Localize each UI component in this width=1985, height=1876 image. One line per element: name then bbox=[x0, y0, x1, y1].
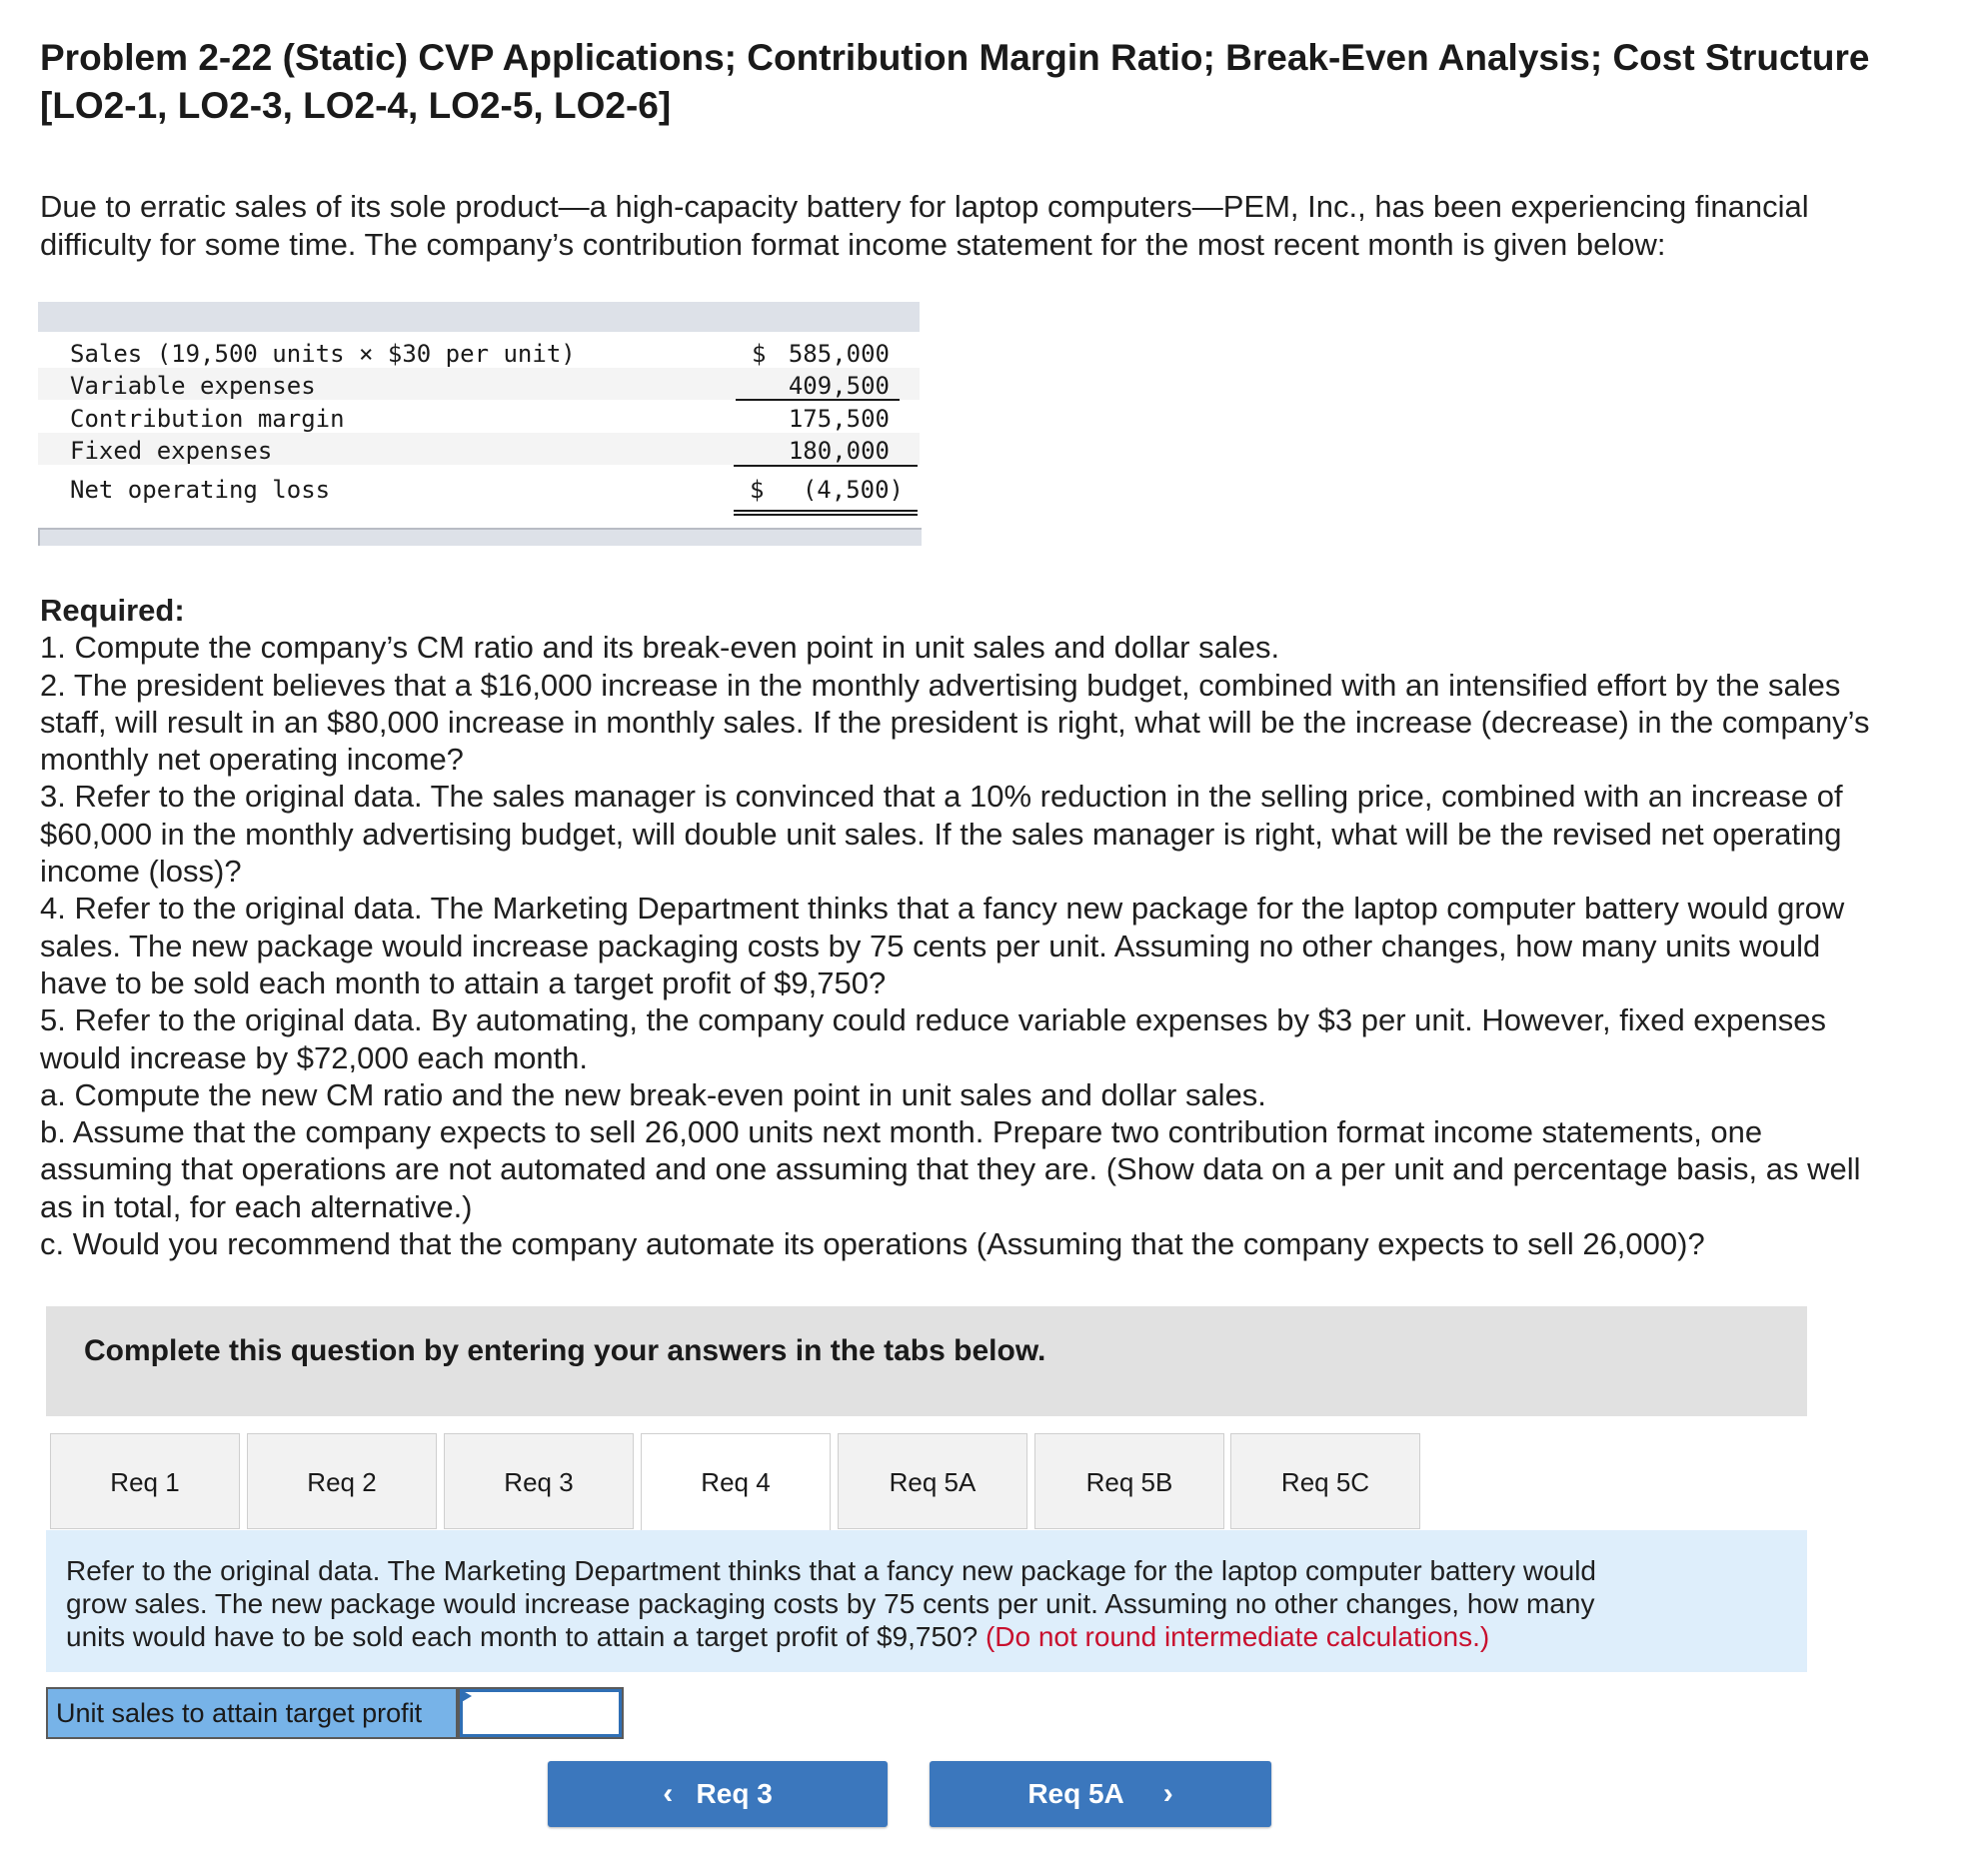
intro-text bbox=[40, 188, 1969, 264]
required-line: 4. Refer to the original data. The Marketing Department thinks that a fancy new package for the laptop computer battery would grow bbox=[40, 891, 1845, 927]
statement-value: 585,000 bbox=[788, 340, 890, 368]
unit-sales-input[interactable] bbox=[460, 1689, 622, 1737]
required-line: as in total, for each alternative.) bbox=[40, 1188, 473, 1224]
statement-row-fixed bbox=[38, 433, 920, 465]
answer-row bbox=[46, 1687, 624, 1739]
question-panel bbox=[46, 1530, 1807, 1672]
panel-line1: Refer to the original data. The Marketing Department thinks that a fancy new package for the laptop computer battery would bbox=[66, 1555, 1597, 1586]
statement-currency: $ bbox=[752, 340, 767, 368]
required-line: would increase by $72,000 each month. bbox=[40, 1039, 589, 1075]
statement-label: Variable expenses bbox=[70, 372, 316, 400]
statement-value: (4,500) bbox=[802, 476, 904, 504]
statement-double-rule-bottom bbox=[734, 514, 918, 516]
rounding-note: (Do not round intermediate calculations.) bbox=[985, 1621, 1490, 1652]
tab-req-1[interactable]: Req 1 bbox=[50, 1433, 240, 1529]
required-line: 3. Refer to the original data. The sales manager is convinced that a 10% reduction in the selling price, combined with an increase of bbox=[40, 779, 1843, 815]
statement-band-top bbox=[38, 302, 920, 332]
statement-row-cm bbox=[38, 401, 920, 433]
intro-line2: difficulty for some time. The company’s contribution format income statement for the most recent month is given below: bbox=[40, 227, 1666, 262]
answer-cell bbox=[458, 1687, 624, 1739]
tab-req-4[interactable]: Req 4 bbox=[641, 1433, 831, 1533]
tab-req-3[interactable]: Req 3 bbox=[444, 1433, 634, 1529]
statement-value: 409,500 bbox=[788, 372, 890, 400]
instructions-text: Complete this question by entering your answers in the tabs below. bbox=[84, 1334, 1046, 1367]
statement-label: Sales (19,500 units × $30 per unit) bbox=[70, 340, 576, 368]
required-line: monthly net operating income? bbox=[40, 742, 464, 778]
tab-req-5c[interactable]: Req 5C bbox=[1230, 1433, 1420, 1529]
statement-band-bottom bbox=[38, 528, 922, 546]
chevron-right-icon: › bbox=[1162, 1777, 1173, 1810]
problem-title bbox=[40, 34, 1979, 130]
statement-row-sales bbox=[38, 336, 920, 368]
statement-row-net bbox=[38, 472, 920, 504]
required-line: 5. Refer to the original data. By automating, the company could reduce variable expenses by $3 per unit. However, fixed expenses bbox=[40, 1002, 1826, 1038]
tab-req-5b[interactable]: Req 5B bbox=[1034, 1433, 1224, 1529]
intro-line1: Due to erratic sales of its sole product—a high-capacity battery for laptop computers—PEM, Inc., has been experiencing financial bbox=[40, 189, 1809, 224]
required-line: 2. The president believes that a $16,000 increase in the monthly advertising budget, combined with an intensified effort by the sales bbox=[40, 667, 1841, 703]
next-req-label: Req 5A bbox=[1027, 1778, 1124, 1809]
instructions-box bbox=[46, 1306, 1807, 1416]
required-line: staff, will result in an $80,000 increase in monthly sales. If the president is right, what will be the increase (decrease) in the company’s bbox=[40, 704, 1870, 740]
statement-row-variable bbox=[38, 368, 920, 400]
required-section bbox=[40, 592, 1979, 1262]
statement-label: Fixed expenses bbox=[70, 437, 273, 465]
required-line: income (loss)? bbox=[40, 854, 242, 890]
statement-value: 180,000 bbox=[788, 437, 890, 465]
required-line: b. Assume that the company expects to sell 26,000 units next month. Prepare two contribution format income statements, one bbox=[40, 1114, 1763, 1150]
statement-label: Contribution margin bbox=[70, 405, 345, 433]
tab-req-2[interactable]: Req 2 bbox=[247, 1433, 437, 1529]
panel-line3 bbox=[66, 1620, 1787, 1653]
prev-req-label: Req 3 bbox=[696, 1778, 773, 1809]
statement-label: Net operating loss bbox=[70, 476, 331, 504]
statement-rule bbox=[734, 465, 918, 467]
required-line: assuming that operations are not automated and one assuming that they are. (Show data on a per unit and percentage basis, as well bbox=[40, 1151, 1861, 1187]
required-line: sales. The new package would increase packaging costs by 75 cents per unit. Assuming no other changes, how many units would bbox=[40, 928, 1821, 963]
chevron-left-icon: ‹ bbox=[663, 1777, 674, 1810]
panel-line3-main: units would have to be sold each month to attain a target profit of $9,750? bbox=[66, 1621, 986, 1652]
statement-currency: $ bbox=[750, 476, 765, 504]
problem-title-line1: Problem 2-22 (Static) CVP Applications; Contribution Margin Ratio; Break-Even Analysis; Cost Structure bbox=[40, 37, 1870, 78]
required-header: Required: bbox=[40, 593, 185, 628]
required-line: c. Would you recommend that the company automate its operations (Assuming that the company expects to sell 26,000)? bbox=[40, 1226, 1705, 1262]
required-line: have to be sold each month to attain a target profit of $9,750? bbox=[40, 964, 887, 1000]
answer-label: Unit sales to attain target profit bbox=[46, 1687, 458, 1739]
prev-req-button[interactable] bbox=[548, 1761, 888, 1827]
next-req-button[interactable] bbox=[930, 1761, 1271, 1827]
required-line: $60,000 in the monthly advertising budget, will double unit sales. If the sales manager is right, what will be the revised net operating bbox=[40, 816, 1842, 852]
problem-title-line2: [LO2-1, LO2-3, LO2-4, LO2-5, LO2-6] bbox=[40, 85, 672, 126]
required-line: 1. Compute the company’s CM ratio and its break-even point in unit sales and dollar sales. bbox=[40, 630, 1280, 666]
input-flag-icon bbox=[460, 1689, 472, 1703]
statement-value: 175,500 bbox=[788, 405, 890, 433]
panel-line2: grow sales. The new package would increase packaging costs by 75 cents per unit. Assuming no other changes, how many bbox=[66, 1588, 1595, 1619]
statement-double-rule-top bbox=[734, 510, 918, 512]
required-line: a. Compute the new CM ratio and the new break-even point in unit sales and dollar sales. bbox=[40, 1076, 1266, 1112]
tab-req-5a[interactable]: Req 5A bbox=[838, 1433, 1027, 1529]
income-statement bbox=[38, 302, 920, 544]
